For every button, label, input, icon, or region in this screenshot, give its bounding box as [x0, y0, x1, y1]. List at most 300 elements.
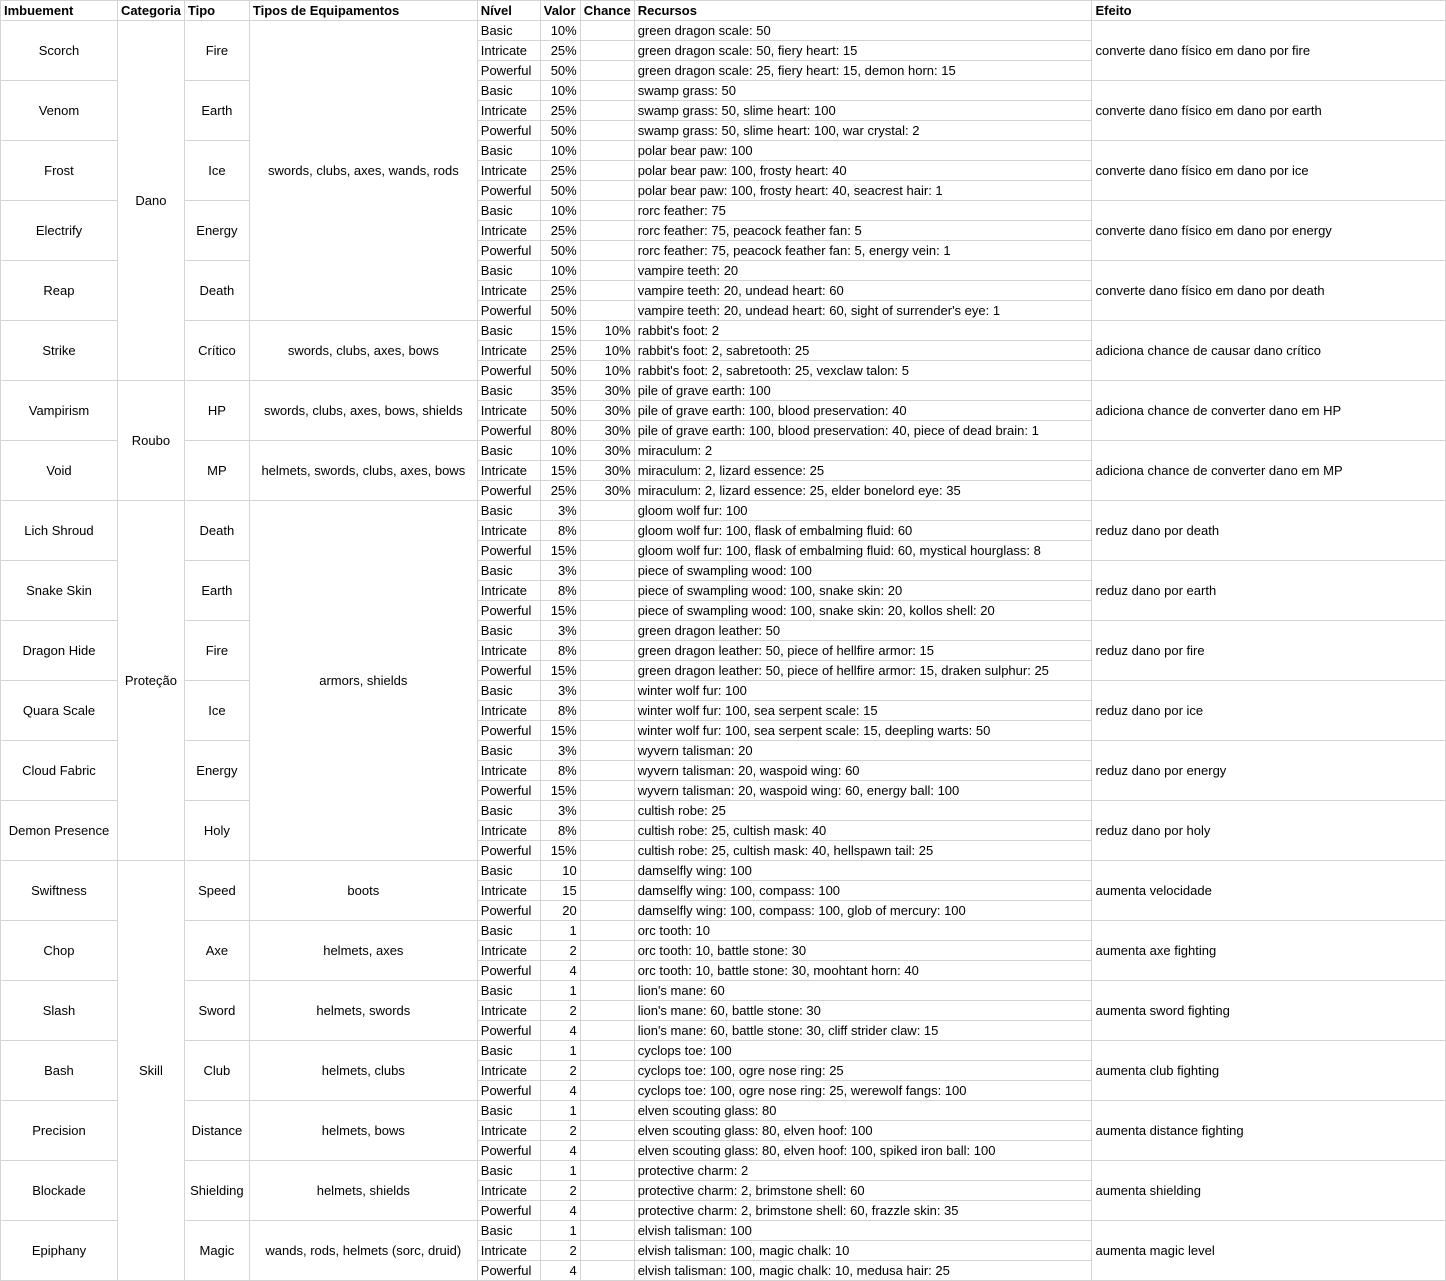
tipo-cell: Ice: [184, 681, 249, 741]
resources-cell: polar bear paw: 100, frosty heart: 40: [634, 161, 1092, 181]
value-cell: 2: [540, 941, 580, 961]
table-row: [1, 81, 1446, 101]
level-cell: Basic: [477, 1221, 540, 1241]
resources-cell: wyvern talisman: 20, waspoid wing: 60, energy ball: 100: [634, 781, 1092, 801]
level-cell: Intricate: [477, 341, 540, 361]
level-cell: Powerful: [477, 661, 540, 681]
resources-cell: miraculum: 2: [634, 441, 1092, 461]
chance-cell: 30%: [580, 381, 634, 401]
table-row: [1, 561, 1446, 581]
value-cell: 4: [540, 1081, 580, 1101]
chance-cell: [580, 261, 634, 281]
chance-cell: [580, 881, 634, 901]
tipo-cell: Energy: [184, 201, 249, 261]
value-cell: 4: [540, 961, 580, 981]
chance-cell: [580, 521, 634, 541]
value-cell: 2: [540, 1121, 580, 1141]
chance-cell: [580, 581, 634, 601]
level-cell: Powerful: [477, 961, 540, 981]
imbuement-name: Frost: [1, 141, 118, 201]
value-cell: 3%: [540, 621, 580, 641]
level-cell: Basic: [477, 921, 540, 941]
level-cell: Intricate: [477, 101, 540, 121]
tipo-cell: Distance: [184, 1101, 249, 1161]
resources-cell: piece of swampling wood: 100, snake skin: 20: [634, 581, 1092, 601]
resources-cell: green dragon scale: 50, fiery heart: 15: [634, 41, 1092, 61]
tipo-cell: Earth: [184, 561, 249, 621]
chance-cell: [580, 1241, 634, 1261]
resources-cell: rabbit's foot: 2: [634, 321, 1092, 341]
effect-cell: reduz dano por death: [1092, 501, 1446, 561]
table-row: [1, 201, 1446, 221]
resources-cell: gloom wolf fur: 100, flask of embalming fluid: 60, mystical hourglass: 8: [634, 541, 1092, 561]
value-cell: 25%: [540, 341, 580, 361]
chance-cell: [580, 161, 634, 181]
table-row: [1, 861, 1446, 881]
level-cell: Intricate: [477, 521, 540, 541]
value-cell: 50%: [540, 301, 580, 321]
chance-cell: [580, 681, 634, 701]
resources-cell: winter wolf fur: 100: [634, 681, 1092, 701]
resources-cell: rorc feather: 75: [634, 201, 1092, 221]
imbuement-name: Demon Presence: [1, 801, 118, 861]
chance-cell: [580, 601, 634, 621]
chance-cell: [580, 561, 634, 581]
resources-cell: lion's mane: 60: [634, 981, 1092, 1001]
value-cell: 10%: [540, 261, 580, 281]
value-cell: 1: [540, 1101, 580, 1121]
tipo-cell: MP: [184, 441, 249, 501]
imbuement-name: Vampirism: [1, 381, 118, 441]
level-cell: Intricate: [477, 821, 540, 841]
equipment-types-cell: helmets, clubs: [249, 1041, 477, 1101]
chance-cell: 10%: [580, 341, 634, 361]
resources-cell: cyclops toe: 100: [634, 1041, 1092, 1061]
chance-cell: [580, 861, 634, 881]
chance-cell: 30%: [580, 401, 634, 421]
equipment-types-cell: wands, rods, helmets (sorc, druid): [249, 1221, 477, 1281]
table-row: [1, 981, 1446, 1001]
value-cell: 10%: [540, 81, 580, 101]
equipment-types-cell: swords, clubs, axes, wands, rods: [249, 21, 477, 321]
value-cell: 10%: [540, 441, 580, 461]
level-cell: Intricate: [477, 941, 540, 961]
level-cell: Powerful: [477, 241, 540, 261]
chance-cell: [580, 1041, 634, 1061]
resources-cell: cyclops toe: 100, ogre nose ring: 25, werewolf fangs: 100: [634, 1081, 1092, 1101]
chance-cell: [580, 121, 634, 141]
imbuement-name: Cloud Fabric: [1, 741, 118, 801]
tipo-cell: Speed: [184, 861, 249, 921]
value-cell: 1: [540, 1161, 580, 1181]
level-cell: Intricate: [477, 881, 540, 901]
chance-cell: [580, 701, 634, 721]
resources-cell: damselfly wing: 100, compass: 100, glob of mercury: 100: [634, 901, 1092, 921]
resources-cell: damselfly wing: 100, compass: 100: [634, 881, 1092, 901]
level-cell: Intricate: [477, 401, 540, 421]
level-cell: Basic: [477, 1101, 540, 1121]
level-cell: Powerful: [477, 721, 540, 741]
chance-cell: [580, 181, 634, 201]
chance-cell: [580, 221, 634, 241]
resources-cell: green dragon leather: 50, piece of hellfire armor: 15, draken sulphur: 25: [634, 661, 1092, 681]
value-cell: 1: [540, 1221, 580, 1241]
level-cell: Powerful: [477, 541, 540, 561]
value-cell: 80%: [540, 421, 580, 441]
value-cell: 4: [540, 1021, 580, 1041]
value-cell: 2: [540, 1001, 580, 1021]
resources-cell: winter wolf fur: 100, sea serpent scale: 15: [634, 701, 1092, 721]
chance-cell: [580, 1061, 634, 1081]
value-cell: 10%: [540, 201, 580, 221]
chance-cell: [580, 1021, 634, 1041]
header-tipo: Tipo: [184, 1, 249, 21]
value-cell: 3%: [540, 561, 580, 581]
equipment-types-cell: armors, shields: [249, 501, 477, 861]
value-cell: 4: [540, 1261, 580, 1281]
value-cell: 15%: [540, 781, 580, 801]
level-cell: Powerful: [477, 301, 540, 321]
level-cell: Basic: [477, 1161, 540, 1181]
table-row: [1, 501, 1446, 521]
resources-cell: vampire teeth: 20: [634, 261, 1092, 281]
chance-cell: [580, 1181, 634, 1201]
resources-cell: green dragon leather: 50, piece of hellfire armor: 15: [634, 641, 1092, 661]
imbuement-name: Reap: [1, 261, 118, 321]
level-cell: Basic: [477, 141, 540, 161]
effect-cell: aumenta club fighting: [1092, 1041, 1446, 1101]
equipment-types-cell: helmets, swords, clubs, axes, bows: [249, 441, 477, 501]
effect-cell: aumenta distance fighting: [1092, 1101, 1446, 1161]
value-cell: 2: [540, 1061, 580, 1081]
chance-cell: [580, 1101, 634, 1121]
equipment-types-cell: swords, clubs, axes, bows, shields: [249, 381, 477, 441]
effect-cell: adiciona chance de converter dano em MP: [1092, 441, 1446, 501]
chance-cell: 30%: [580, 461, 634, 481]
value-cell: 3%: [540, 801, 580, 821]
chance-cell: [580, 141, 634, 161]
value-cell: 15%: [540, 461, 580, 481]
value-cell: 50%: [540, 181, 580, 201]
imbuement-name: Void: [1, 441, 118, 501]
level-cell: Intricate: [477, 281, 540, 301]
value-cell: 8%: [540, 701, 580, 721]
effect-cell: adiciona chance de converter dano em HP: [1092, 381, 1446, 441]
equipment-types-cell: boots: [249, 861, 477, 921]
chance-cell: [580, 201, 634, 221]
table-row: [1, 741, 1446, 761]
imbuement-name: Blockade: [1, 1161, 118, 1221]
effect-cell: converte dano físico em dano por death: [1092, 261, 1446, 321]
resources-cell: pile of grave earth: 100, blood preservation: 40, piece of dead brain: 1: [634, 421, 1092, 441]
resources-cell: orc tooth: 10, battle stone: 30: [634, 941, 1092, 961]
resources-cell: pile of grave earth: 100: [634, 381, 1092, 401]
resources-cell: gloom wolf fur: 100: [634, 501, 1092, 521]
value-cell: 10%: [540, 141, 580, 161]
resources-cell: elven scouting glass: 80, elven hoof: 100: [634, 1121, 1092, 1141]
chance-cell: [580, 241, 634, 261]
value-cell: 3%: [540, 681, 580, 701]
effect-cell: aumenta magic level: [1092, 1221, 1446, 1281]
resources-cell: orc tooth: 10, battle stone: 30, moohtant horn: 40: [634, 961, 1092, 981]
chance-cell: 30%: [580, 421, 634, 441]
resources-cell: cultish robe: 25, cultish mask: 40, hellspawn tail: 25: [634, 841, 1092, 861]
table-row: [1, 381, 1446, 401]
resources-cell: orc tooth: 10: [634, 921, 1092, 941]
table-row: [1, 1101, 1446, 1121]
table-row: [1, 1161, 1446, 1181]
chance-cell: [580, 941, 634, 961]
tipo-cell: Sword: [184, 981, 249, 1041]
level-cell: Powerful: [477, 61, 540, 81]
chance-cell: [580, 501, 634, 521]
resources-cell: polar bear paw: 100: [634, 141, 1092, 161]
level-cell: Basic: [477, 321, 540, 341]
tipo-cell: Energy: [184, 741, 249, 801]
chance-cell: [580, 961, 634, 981]
imbuement-name: Dragon Hide: [1, 621, 118, 681]
value-cell: 10%: [540, 21, 580, 41]
resources-cell: green dragon scale: 25, fiery heart: 15, demon horn: 15: [634, 61, 1092, 81]
level-cell: Intricate: [477, 161, 540, 181]
resources-cell: green dragon leather: 50: [634, 621, 1092, 641]
imbuement-name: Strike: [1, 321, 118, 381]
chance-cell: [580, 821, 634, 841]
value-cell: 8%: [540, 581, 580, 601]
level-cell: Intricate: [477, 1001, 540, 1021]
resources-cell: elven scouting glass: 80, elven hoof: 100, spiked iron ball: 100: [634, 1141, 1092, 1161]
value-cell: 10: [540, 861, 580, 881]
imbuement-name: Venom: [1, 81, 118, 141]
tipo-cell: Club: [184, 1041, 249, 1101]
header-categoria: Categoria: [117, 1, 184, 21]
value-cell: 3%: [540, 501, 580, 521]
value-cell: 15%: [540, 321, 580, 341]
level-cell: Powerful: [477, 781, 540, 801]
table-row: [1, 621, 1446, 641]
equipment-types-cell: swords, clubs, axes, bows: [249, 321, 477, 381]
level-cell: Powerful: [477, 1141, 540, 1161]
level-cell: Basic: [477, 441, 540, 461]
chance-cell: [580, 41, 634, 61]
resources-cell: elvish talisman: 100, magic chalk: 10, medusa hair: 25: [634, 1261, 1092, 1281]
value-cell: 4: [540, 1141, 580, 1161]
resources-cell: polar bear paw: 100, frosty heart: 40, seacrest hair: 1: [634, 181, 1092, 201]
table-row: [1, 1221, 1446, 1241]
effect-cell: reduz dano por earth: [1092, 561, 1446, 621]
resources-cell: swamp grass: 50: [634, 81, 1092, 101]
resources-cell: protective charm: 2: [634, 1161, 1092, 1181]
chance-cell: [580, 81, 634, 101]
chance-cell: [580, 741, 634, 761]
chance-cell: [580, 1081, 634, 1101]
level-cell: Basic: [477, 981, 540, 1001]
level-cell: Intricate: [477, 701, 540, 721]
level-cell: Powerful: [477, 121, 540, 141]
level-cell: Basic: [477, 261, 540, 281]
tipo-cell: Magic: [184, 1221, 249, 1281]
table-row: [1, 921, 1446, 941]
level-cell: Intricate: [477, 761, 540, 781]
effect-cell: reduz dano por fire: [1092, 621, 1446, 681]
level-cell: Powerful: [477, 1081, 540, 1101]
level-cell: Powerful: [477, 421, 540, 441]
level-cell: Basic: [477, 801, 540, 821]
chance-cell: [580, 641, 634, 661]
effect-cell: aumenta sword fighting: [1092, 981, 1446, 1041]
chance-cell: [580, 1201, 634, 1221]
chance-cell: [580, 801, 634, 821]
chance-cell: [580, 1141, 634, 1161]
resources-cell: elven scouting glass: 80: [634, 1101, 1092, 1121]
table-row: [1, 801, 1446, 821]
chance-cell: [580, 981, 634, 1001]
value-cell: 8%: [540, 521, 580, 541]
level-cell: Intricate: [477, 461, 540, 481]
chance-cell: [580, 781, 634, 801]
category-cell: Proteção: [117, 501, 184, 861]
level-cell: Intricate: [477, 1241, 540, 1261]
resources-cell: cultish robe: 25: [634, 801, 1092, 821]
resources-cell: winter wolf fur: 100, sea serpent scale: 15, deepling warts: 50: [634, 721, 1092, 741]
imbuement-name: Epiphany: [1, 1221, 118, 1281]
chance-cell: 10%: [580, 361, 634, 381]
chance-cell: [580, 21, 634, 41]
value-cell: 25%: [540, 221, 580, 241]
value-cell: 15: [540, 881, 580, 901]
level-cell: Powerful: [477, 1261, 540, 1281]
value-cell: 20: [540, 901, 580, 921]
level-cell: Basic: [477, 201, 540, 221]
value-cell: 25%: [540, 481, 580, 501]
value-cell: 4: [540, 1201, 580, 1221]
level-cell: Powerful: [477, 181, 540, 201]
resources-cell: vampire teeth: 20, undead heart: 60: [634, 281, 1092, 301]
level-cell: Basic: [477, 621, 540, 641]
table-row: [1, 321, 1446, 341]
value-cell: 1: [540, 981, 580, 1001]
value-cell: 1: [540, 921, 580, 941]
resources-cell: swamp grass: 50, slime heart: 100: [634, 101, 1092, 121]
resources-cell: damselfly wing: 100: [634, 861, 1092, 881]
chance-cell: [580, 901, 634, 921]
resources-cell: rorc feather: 75, peacock feather fan: 5: [634, 221, 1092, 241]
value-cell: 8%: [540, 821, 580, 841]
resources-cell: rabbit's foot: 2, sabretooth: 25, vexclaw talon: 5: [634, 361, 1092, 381]
effect-cell: converte dano físico em dano por fire: [1092, 21, 1446, 81]
effect-cell: aumenta shielding: [1092, 1161, 1446, 1221]
level-cell: Intricate: [477, 1061, 540, 1081]
header-imbuement: Imbuement: [1, 1, 118, 21]
header-recursos: Recursos: [634, 1, 1092, 21]
imbuement-name: Slash: [1, 981, 118, 1041]
tipo-cell: Ice: [184, 141, 249, 201]
resources-cell: cyclops toe: 100, ogre nose ring: 25: [634, 1061, 1092, 1081]
tipo-cell: Fire: [184, 621, 249, 681]
level-cell: Powerful: [477, 481, 540, 501]
value-cell: 15%: [540, 841, 580, 861]
header-valor: Valor: [540, 1, 580, 21]
resources-cell: wyvern talisman: 20, waspoid wing: 60: [634, 761, 1092, 781]
resources-cell: protective charm: 2, brimstone shell: 60: [634, 1181, 1092, 1201]
effect-cell: converte dano físico em dano por ice: [1092, 141, 1446, 201]
level-cell: Intricate: [477, 41, 540, 61]
chance-cell: [580, 721, 634, 741]
resources-cell: elvish talisman: 100, magic chalk: 10: [634, 1241, 1092, 1261]
value-cell: 15%: [540, 601, 580, 621]
equipment-types-cell: helmets, axes: [249, 921, 477, 981]
value-cell: 25%: [540, 281, 580, 301]
tipo-cell: Death: [184, 501, 249, 561]
level-cell: Powerful: [477, 601, 540, 621]
equipment-types-cell: helmets, shields: [249, 1161, 477, 1221]
value-cell: 35%: [540, 381, 580, 401]
header-efeito: Efeito: [1092, 1, 1446, 21]
chance-cell: [580, 281, 634, 301]
value-cell: 25%: [540, 41, 580, 61]
effect-cell: converte dano físico em dano por energy: [1092, 201, 1446, 261]
header-tipos-equipamentos: Tipos de Equipamentos: [249, 1, 477, 21]
level-cell: Powerful: [477, 361, 540, 381]
imbuement-name: Snake Skin: [1, 561, 118, 621]
value-cell: 3%: [540, 741, 580, 761]
tipo-cell: Holy: [184, 801, 249, 861]
tipo-cell: Crítico: [184, 321, 249, 381]
equipment-types-cell: helmets, swords: [249, 981, 477, 1041]
value-cell: 1: [540, 1041, 580, 1061]
resources-cell: pile of grave earth: 100, blood preservation: 40: [634, 401, 1092, 421]
chance-cell: 30%: [580, 441, 634, 461]
header-row: [1, 1, 1446, 21]
value-cell: 50%: [540, 401, 580, 421]
value-cell: 15%: [540, 541, 580, 561]
level-cell: Intricate: [477, 1181, 540, 1201]
effect-cell: aumenta velocidade: [1092, 861, 1446, 921]
imbuement-name: Swiftness: [1, 861, 118, 921]
level-cell: Intricate: [477, 1121, 540, 1141]
level-cell: Basic: [477, 1041, 540, 1061]
chance-cell: [580, 301, 634, 321]
resources-cell: piece of swampling wood: 100, snake skin: 20, kollos shell: 20: [634, 601, 1092, 621]
effect-cell: reduz dano por ice: [1092, 681, 1446, 741]
tipo-cell: HP: [184, 381, 249, 441]
resources-cell: swamp grass: 50, slime heart: 100, war crystal: 2: [634, 121, 1092, 141]
imbuement-name: Electrify: [1, 201, 118, 261]
table-row: [1, 681, 1446, 701]
level-cell: Intricate: [477, 641, 540, 661]
imbuement-name: Chop: [1, 921, 118, 981]
chance-cell: [580, 61, 634, 81]
level-cell: Powerful: [477, 1201, 540, 1221]
resources-cell: miraculum: 2, lizard essence: 25: [634, 461, 1092, 481]
level-cell: Intricate: [477, 221, 540, 241]
chance-cell: [580, 621, 634, 641]
table-row: [1, 21, 1446, 41]
chance-cell: [580, 541, 634, 561]
value-cell: 2: [540, 1241, 580, 1261]
level-cell: Powerful: [477, 1021, 540, 1041]
chance-cell: [580, 101, 634, 121]
resources-cell: wyvern talisman: 20: [634, 741, 1092, 761]
level-cell: Powerful: [477, 841, 540, 861]
level-cell: Powerful: [477, 901, 540, 921]
chance-cell: [580, 1001, 634, 1021]
value-cell: 50%: [540, 61, 580, 81]
chance-cell: [580, 1121, 634, 1141]
chance-cell: [580, 1261, 634, 1281]
resources-cell: elvish talisman: 100: [634, 1221, 1092, 1241]
level-cell: Basic: [477, 741, 540, 761]
